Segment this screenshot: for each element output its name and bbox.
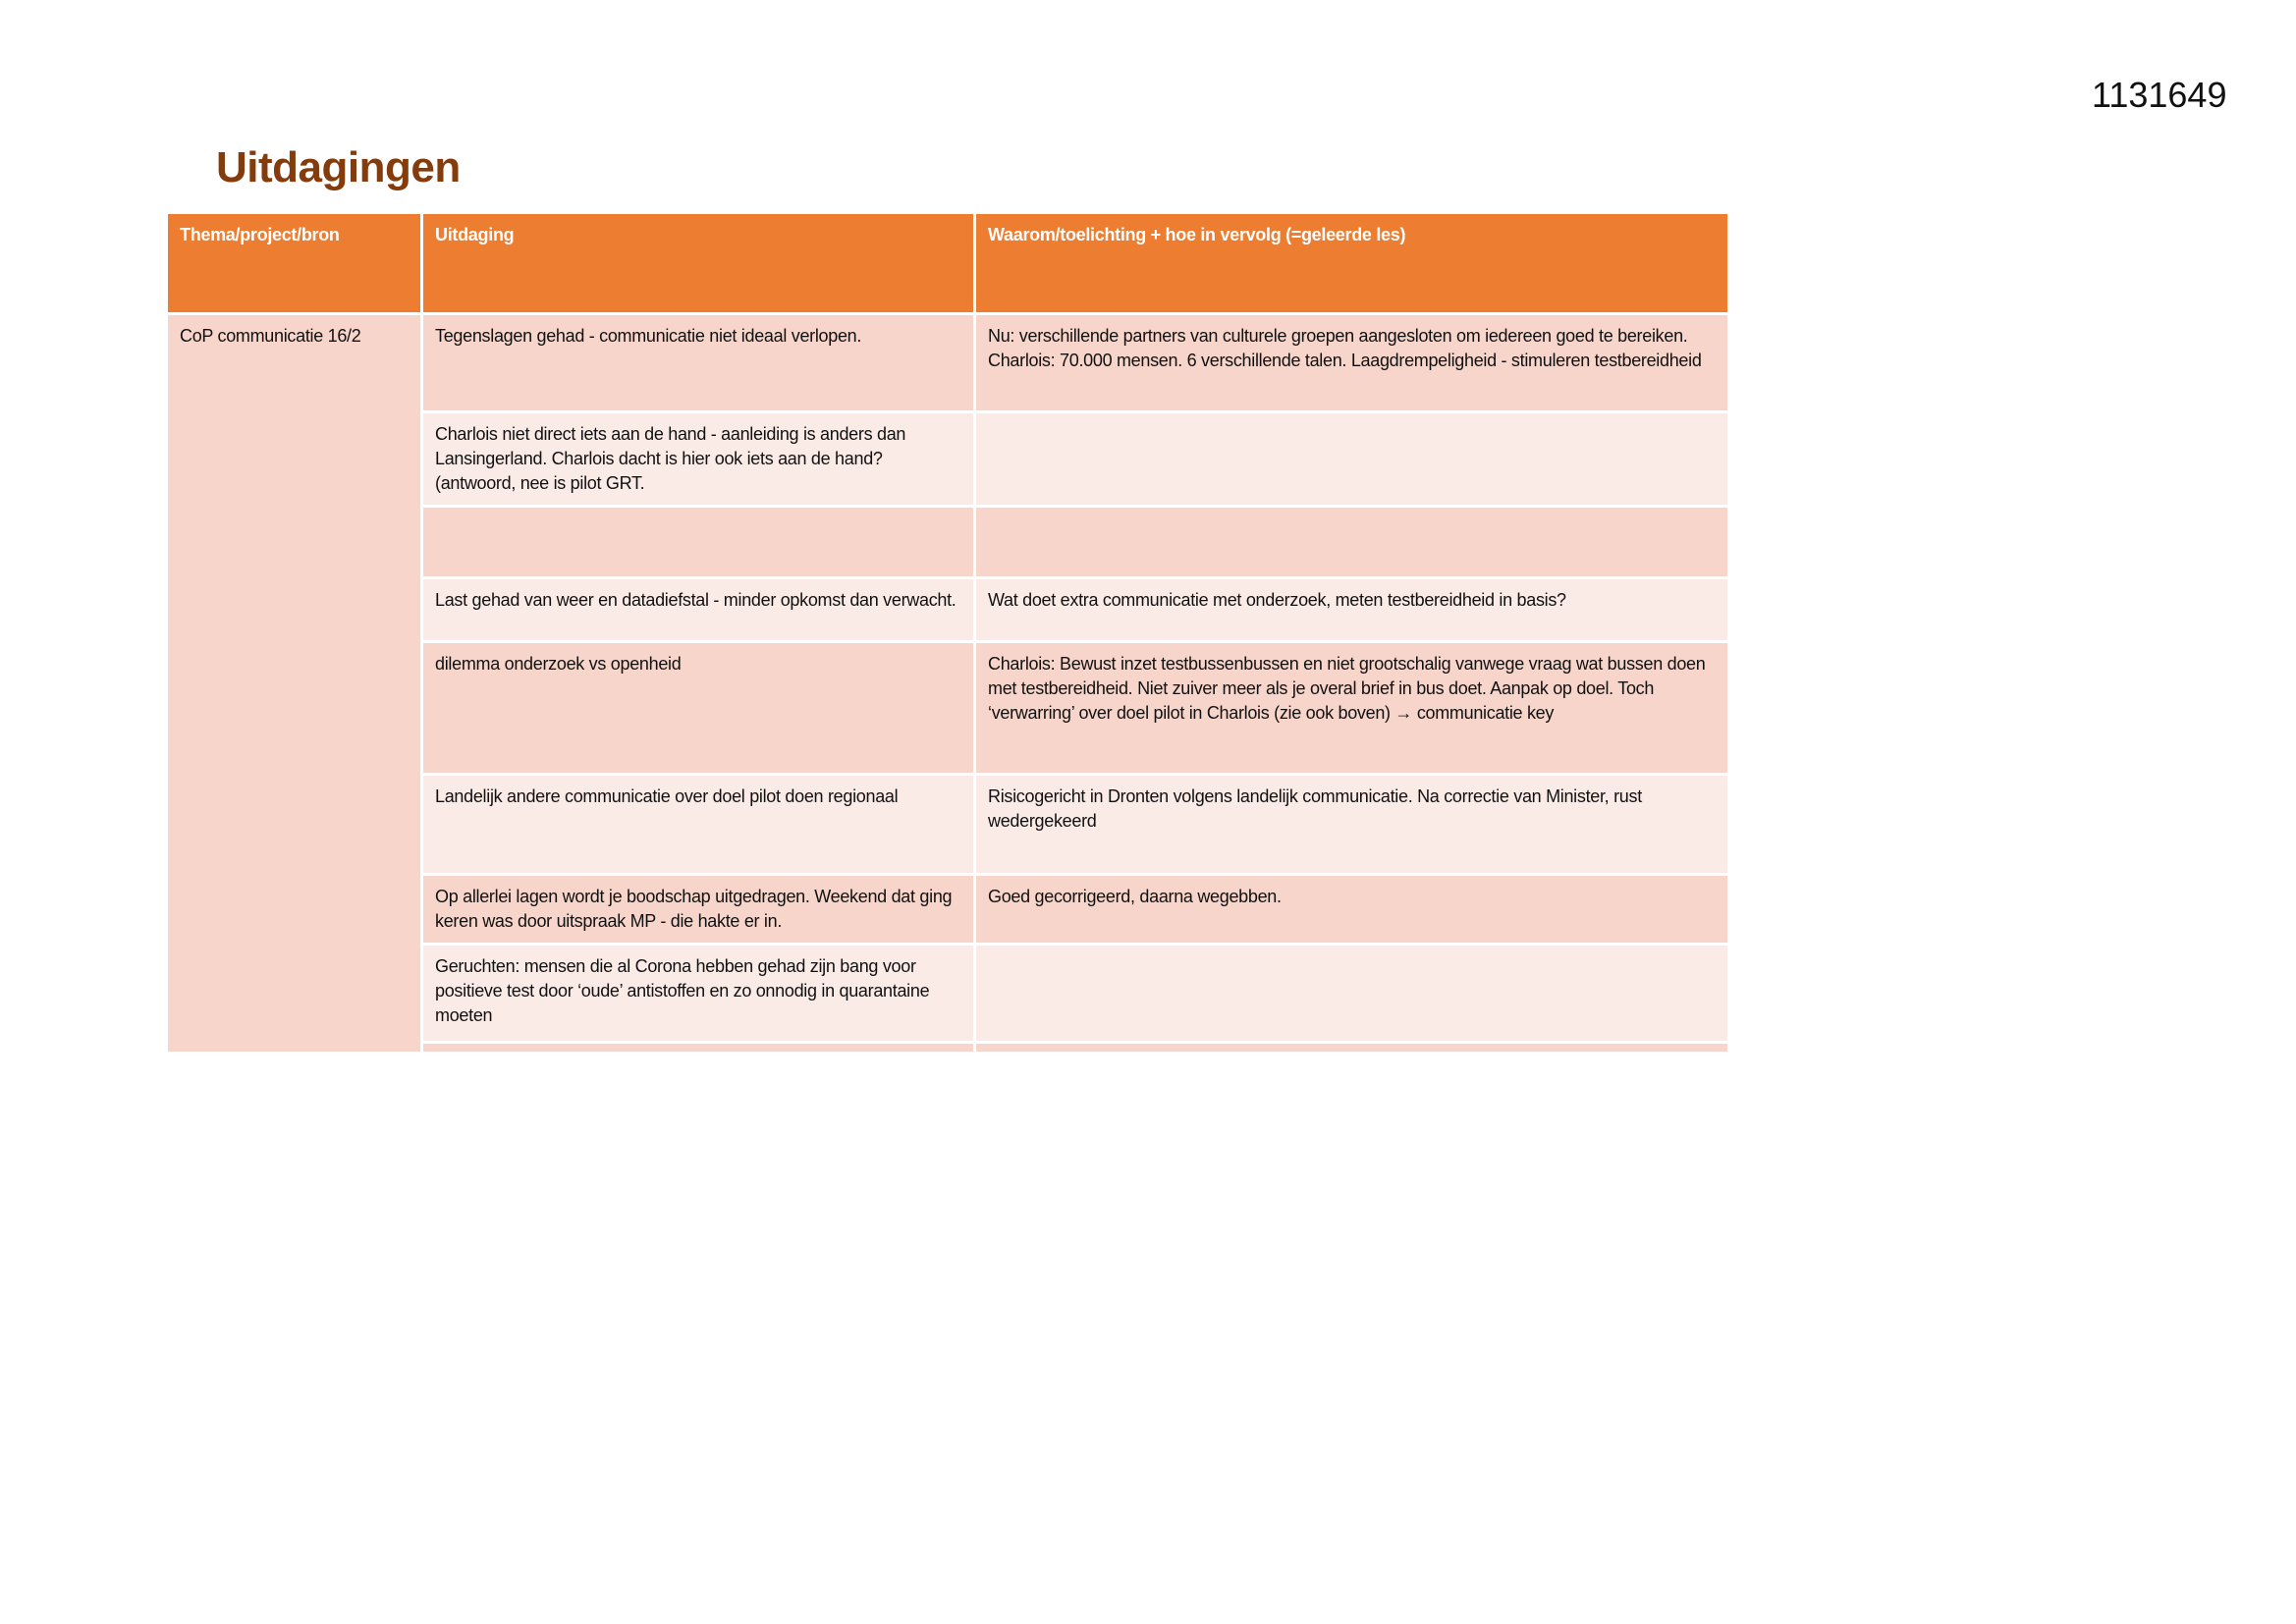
theme-cell: CoP communicatie 16/2 bbox=[168, 315, 420, 1052]
challenge-cell bbox=[423, 508, 973, 576]
header-challenge: Uitdaging bbox=[423, 214, 973, 312]
table-row bbox=[168, 315, 1727, 410]
explanation-cell bbox=[976, 1044, 1727, 1052]
challenge-cell: Tegenslagen gehad - communicatie niet ideaal verlopen. bbox=[423, 315, 973, 410]
explanation-cell bbox=[976, 508, 1727, 576]
challenge-cell bbox=[423, 1044, 973, 1052]
challenge-cell: Last gehad van weer en datadiefstal - minder opkomst dan verwacht. bbox=[423, 579, 973, 640]
explanation-cell bbox=[976, 946, 1727, 1041]
challenge-cell: Charlois niet direct iets aan de hand - aanleiding is anders dan Lansingerland. Charlois dacht is hier ook iets aan de hand? (antwoord, nee is pilot GRT. bbox=[423, 413, 973, 505]
challenge-cell: dilemma onderzoek vs openheid bbox=[423, 643, 973, 773]
header-theme: Thema/project/bron bbox=[168, 214, 420, 312]
explanation-cell: Wat doet extra communicatie met onderzoek, meten testbereidheid in basis? bbox=[976, 579, 1727, 640]
challenge-cell: Op allerlei lagen wordt je boodschap uitgedragen. Weekend dat ging keren was door uitspraak MP - die hakte er in. bbox=[423, 876, 973, 943]
explanation-cell: Risicogericht in Dronten volgens landelijk communicatie. Na correctie van Minister, rust wedergekeerd bbox=[976, 776, 1727, 873]
explanation-cell: Charlois: Bewust inzet testbussenbussen en niet grootschalig vanwege vraag wat bussen doen met testbereidheid. Niet zuiver meer als je overal brief in bus doet. Aanpak op doel. Toch ‘verwarring’ over doel pilot in Charlois (zie ook boven) → communicatie key bbox=[976, 643, 1727, 773]
explanation-cell: Goed gecorrigeerd, daarna wegebben. bbox=[976, 876, 1727, 943]
header-explanation: Waarom/toelichting + hoe in vervolg (=geleerde les) bbox=[976, 214, 1727, 312]
document-number: 1131649 bbox=[2092, 75, 2227, 115]
challenges-table bbox=[165, 211, 1730, 1055]
challenge-cell: Landelijk andere communicatie over doel pilot doen regionaal bbox=[423, 776, 973, 873]
page-title: Uitdagingen bbox=[216, 143, 461, 191]
challenge-cell: Geruchten: mensen die al Corona hebben gehad zijn bang voor positieve test door ‘oude’ antistoffen en zo onnodig in quarantaine moeten bbox=[423, 946, 973, 1041]
explanation-cell: Nu: verschillende partners van culturele groepen aangesloten om iedereen goed te bereiken. Charlois: 70.000 mensen. 6 verschillende talen. Laagdrempeligheid - stimuleren testbereidheid bbox=[976, 315, 1727, 410]
table-header-row bbox=[168, 214, 1727, 312]
explanation-cell bbox=[976, 413, 1727, 505]
